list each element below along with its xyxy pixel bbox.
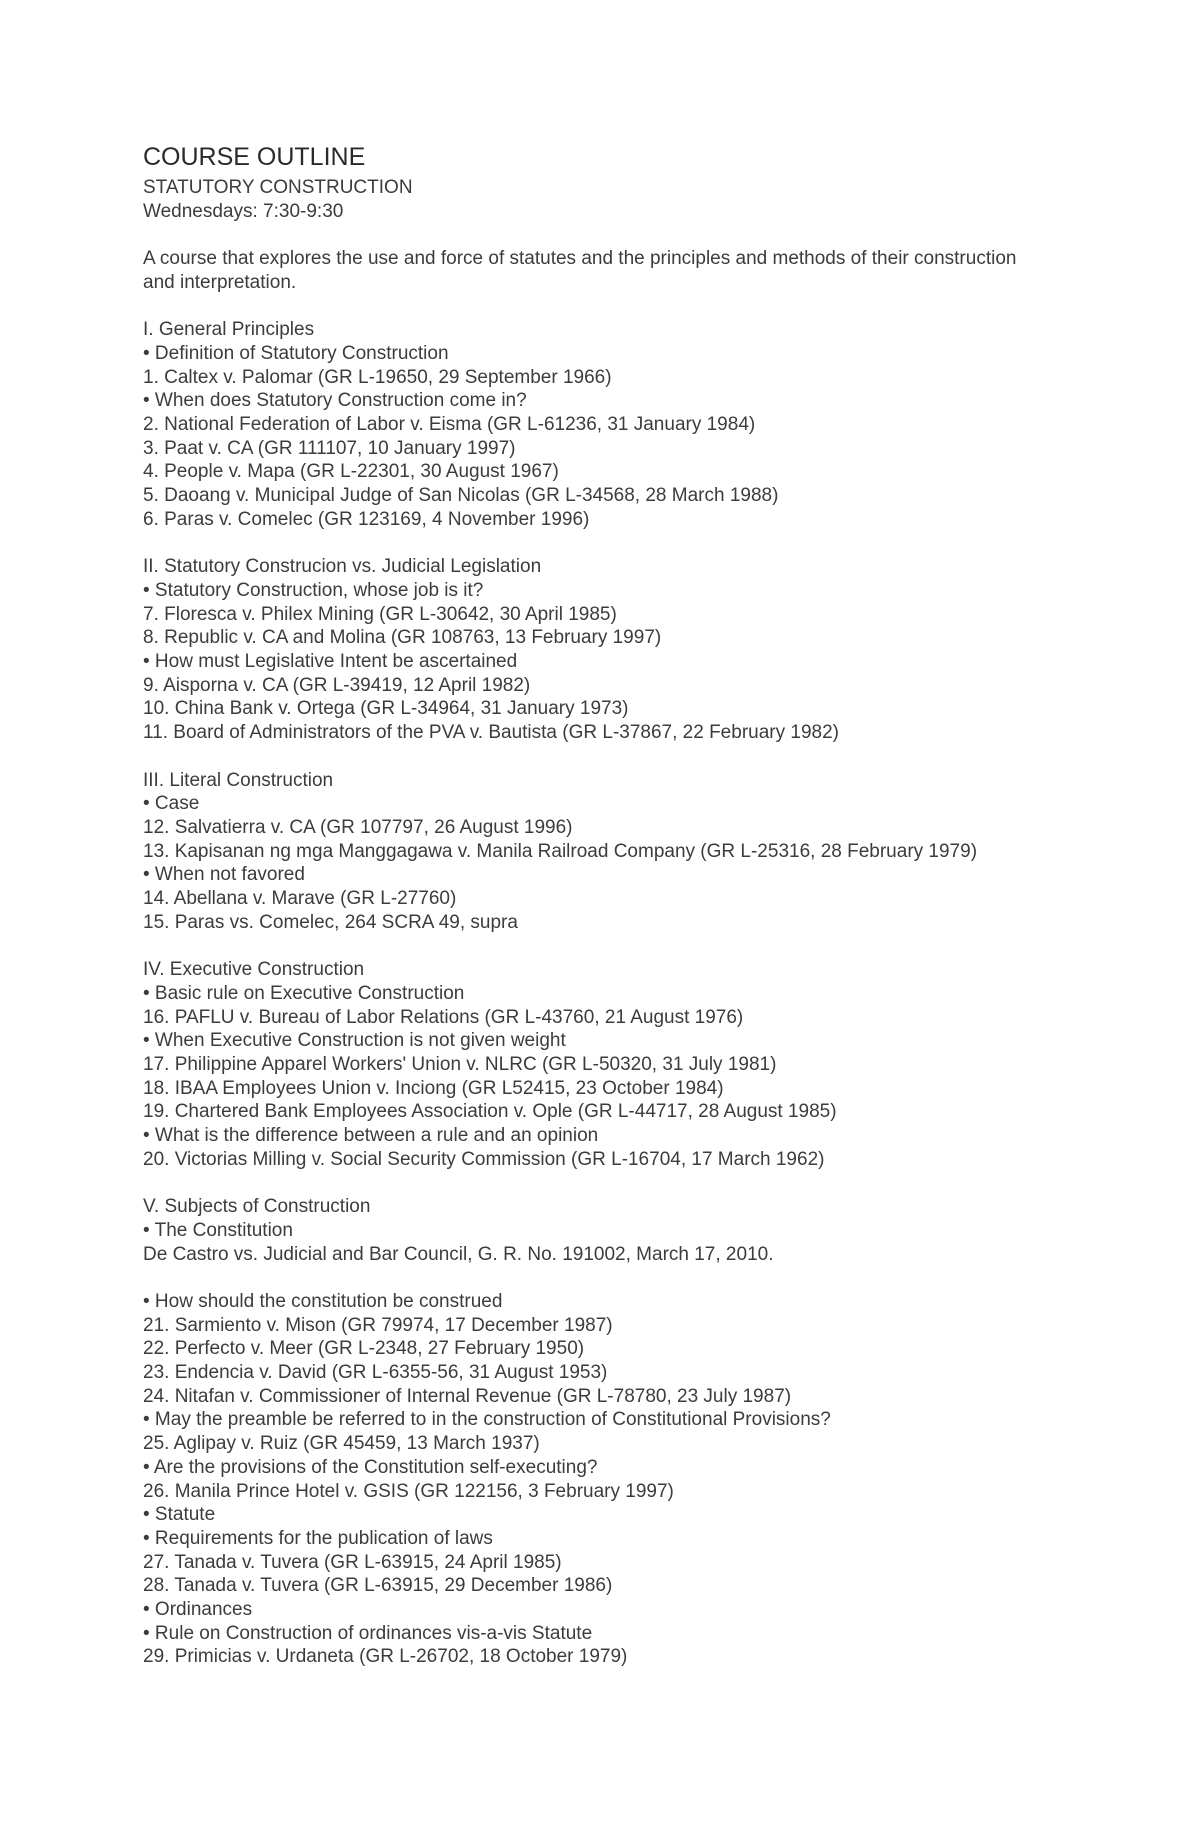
- outline-section: [143, 769, 1153, 935]
- case-citation: 14. Abellana v. Marave (GR L-27760): [143, 888, 457, 910]
- course-subject: STATUTORY CONSTRUCTION: [143, 177, 413, 198]
- section-spacer: [143, 934, 1153, 958]
- case-citation: 6. Paras v. Comelec (GR 123169, 4 November 1996): [143, 508, 590, 530]
- case-citation: De Castro vs. Judicial and Bar Council, G. R. No. 191002, March 17, 2010.: [143, 1243, 774, 1265]
- outline-topic: • Definition of Statutory Construction: [143, 342, 449, 364]
- case-citation: 7. Floresca v. Philex Mining (GR L-30642, 30 April 1985): [143, 603, 617, 625]
- case-citation: 4. People v. Mapa (GR L-22301, 30 August 1967): [143, 461, 559, 483]
- outline-topic: • How must Legislative Intent be ascertained: [143, 651, 518, 673]
- outline-topic: • How should the constitution be construed: [143, 1290, 503, 1312]
- section-heading: III. Literal Construction: [143, 769, 334, 791]
- case-citation: 8. Republic v. CA and Molina (GR 108763, 13 February 1997): [143, 627, 662, 649]
- outline-topic: • The Constitution: [143, 1219, 293, 1241]
- case-citation: 22. Perfecto v. Meer (GR L-2348, 27 February 1950): [143, 1338, 585, 1360]
- case-citation: 20. Victorias Milling v. Social Security Commission (GR L-16704, 17 March 1962): [143, 1148, 825, 1170]
- outline-sections: [143, 295, 1153, 1670]
- case-citation: 11. Board of Administrators of the PVA v. Bautista (GR L-37867, 22 February 1982): [143, 722, 839, 744]
- outline-topic: • Basic rule on Executive Construction: [143, 982, 465, 1004]
- outline-topic: • Requirements for the publication of laws: [143, 1527, 493, 1549]
- section-heading: I. General Principles: [143, 319, 315, 341]
- case-citation: 23. Endencia v. David (GR L-6355-56, 31 August 1953): [143, 1362, 608, 1384]
- case-citation: 12. Salvatierra v. CA (GR 107797, 26 August 1996): [143, 816, 573, 838]
- outline-section: [143, 1195, 1153, 1266]
- outline-topic: • What is the difference between a rule and an opinion: [143, 1125, 599, 1147]
- case-citation: 5. Daoang v. Municipal Judge of San Nicolas (GR L-34568, 28 March 1988): [143, 485, 779, 507]
- section-spacer: [143, 1171, 1153, 1195]
- case-citation: 2. National Federation of Labor v. Eisma (GR L-61236, 31 January 1984): [143, 414, 756, 435]
- section-spacer: [143, 1266, 1153, 1290]
- outline-topic: • Case: [143, 793, 200, 815]
- outline-section: [143, 958, 1153, 1171]
- case-citation: 27. Tanada v. Tuvera (GR L-63915, 24 April 1985): [143, 1551, 562, 1573]
- outline-topic: • Statute: [143, 1504, 216, 1526]
- section-heading: V. Subjects of Construction: [143, 1196, 371, 1218]
- outline-topic: • Statutory Construction, whose job is it?: [143, 579, 484, 601]
- case-citation: 15. Paras vs. Comelec, 264 SCRA 49, supra: [143, 911, 518, 933]
- section-heading: IV. Executive Construction: [143, 959, 365, 981]
- outline-section: [143, 318, 1153, 531]
- spacer: [143, 223, 1153, 247]
- course-schedule: Wednesdays: 7:30-9:30: [143, 200, 344, 222]
- case-citation: 16. PAFLU v. Bureau of Labor Relations (GR L-43760, 21 August 1976): [143, 1006, 744, 1028]
- outline-topic: • May the preamble be referred to in the construction of Constitutional Provisions?: [143, 1409, 831, 1431]
- outline-topic: • When does Statutory Construction come in?: [143, 390, 527, 412]
- outline-topic: • Rule on Construction of ordinances vis-a-vis Statute: [143, 1622, 593, 1644]
- case-citation: 10. China Bank v. Ortega (GR L-34964, 31 January 1973): [143, 698, 629, 720]
- outline-topic: • When not favored: [143, 864, 305, 886]
- outline-topic: • When Executive Construction is not given weight: [143, 1030, 566, 1052]
- outline-topic: • Are the provisions of the Constitution self-executing?: [143, 1456, 598, 1478]
- outline-section: [143, 555, 1153, 745]
- document-title: COURSE OUTLINE: [143, 143, 366, 171]
- case-citation: 1. Caltex v. Palomar (GR L-19650, 29 September 1966): [143, 366, 612, 388]
- case-citation: 25. Aglipay v. Ruiz (GR 45459, 13 March 1937): [143, 1433, 540, 1455]
- outline-section: [143, 1290, 1153, 1669]
- course-outline-document: [143, 142, 1153, 1669]
- section-spacer: [143, 532, 1153, 556]
- case-citation: 29. Primicias v. Urdaneta (GR L-26702, 18 October 1979): [143, 1646, 628, 1668]
- section-heading: II. Statutory Construcion vs. Judicial Legislation: [143, 556, 542, 578]
- case-citation: 28. Tanada v. Tuvera (GR L-63915, 29 December 1986): [143, 1575, 613, 1597]
- case-citation: 3. Paat v. CA (GR 111107, 10 January 1997): [143, 437, 516, 459]
- case-citation: 13. Kapisanan ng mga Manggagawa v. Manila Railroad Company (GR L-25316, 28 February 1979): [143, 840, 978, 862]
- case-citation: 26. Manila Prince Hotel v. GSIS (GR 122156, 3 February 1997): [143, 1480, 674, 1502]
- case-citation: 19. Chartered Bank Employees Association v. Ople (GR L-44717, 28 August 1985): [143, 1101, 837, 1123]
- case-citation: 24. Nitafan v. Commissioner of Internal Revenue (GR L-78780, 23 July 1987): [143, 1385, 792, 1407]
- case-citation: 18. IBAA Employees Union v. Inciong (GR L52415, 23 October 1984): [143, 1077, 724, 1099]
- section-spacer: [143, 295, 1153, 319]
- course-description: A course that explores the use and force of statutes and the principles and methods of their construction and interpretation.: [143, 248, 1017, 293]
- case-citation: 17. Philippine Apparel Workers' Union v. NLRC (GR L-50320, 31 July 1981): [143, 1053, 777, 1075]
- case-citation: 21. Sarmiento v. Mison (GR 79974, 17 December 1987): [143, 1314, 613, 1336]
- section-spacer: [143, 745, 1153, 769]
- case-citation: 9. Aisporna v. CA (GR L-39419, 12 April 1982): [143, 674, 531, 696]
- outline-topic: • Ordinances: [143, 1599, 253, 1621]
